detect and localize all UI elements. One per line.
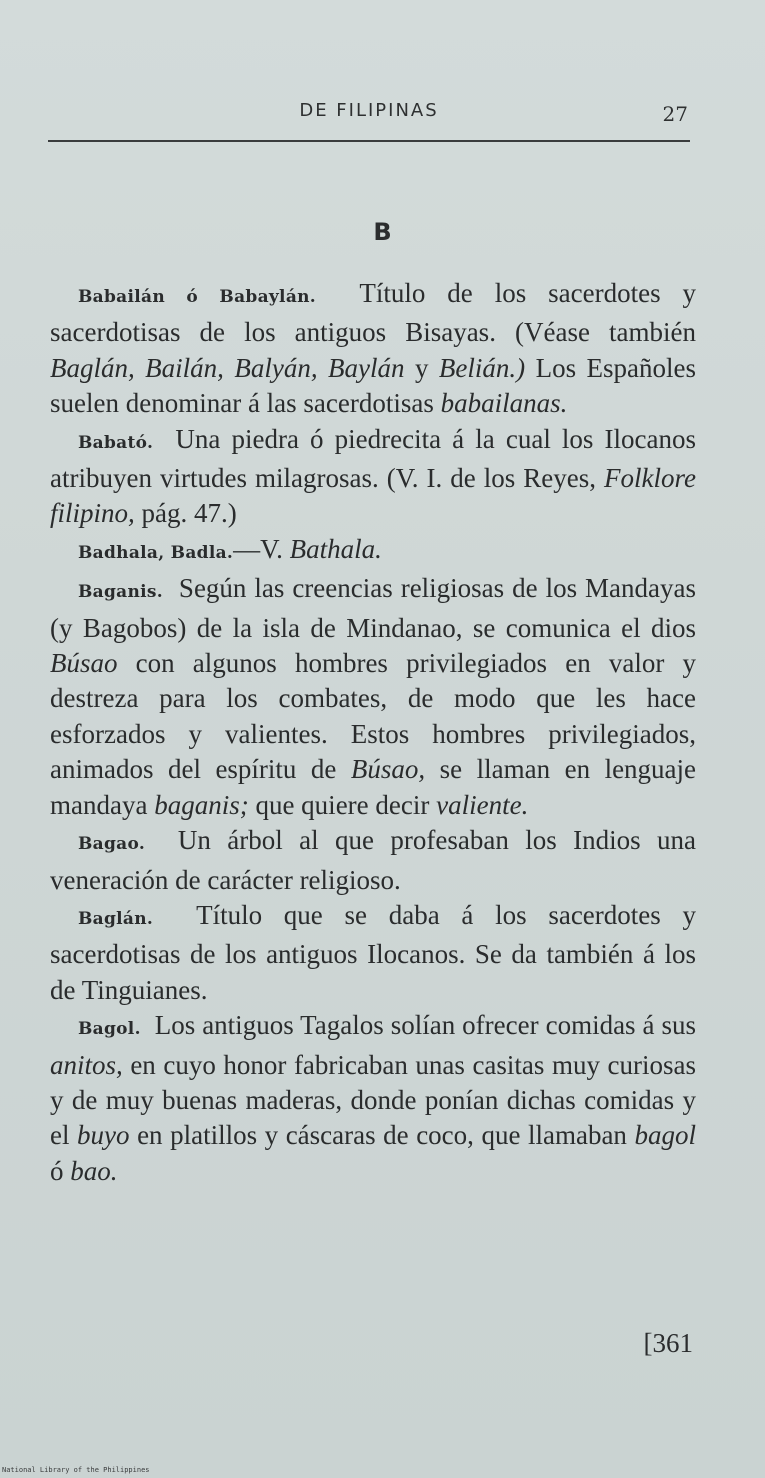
running-title: DE FILIPINAS xyxy=(299,100,439,121)
headword: Babailán ó Babaylán. xyxy=(78,287,317,307)
entry-italic: valiente. xyxy=(436,789,529,820)
entry-text: ó xyxy=(50,1155,64,1186)
entry-italic: Bathala. xyxy=(289,533,382,564)
entry-italic: anitos, xyxy=(50,1049,123,1080)
entry-babato xyxy=(50,422,696,532)
entry-baganis xyxy=(50,571,696,823)
entry-text: Los Españoles suelen denominar á las sacerdotisas xyxy=(50,352,697,419)
entry-text: Título que se daba á los sacerdotes y sacerdotisas de los antiguos Ilocanos. Se da también á los de Tinguianes. xyxy=(50,899,696,1005)
signature-mark: [361 xyxy=(643,1328,693,1358)
entry-text: en cuyo honor fabricaban unas casitas muy curiosas y de muy buenas maderas, donde ponían dichas comidas y el xyxy=(50,1049,696,1151)
headword: Bagol. xyxy=(78,1019,141,1040)
dictionary-body xyxy=(50,276,696,1189)
entry-text: Una piedra ó piedrecita á la cual los Ilocanos atribuyen virtudes milagrosas. (V. I. de los Reyes, xyxy=(50,423,696,494)
entry-bagol xyxy=(50,1008,696,1189)
headword: Baglán. xyxy=(78,908,154,929)
entry-text: en platillos y cáscaras de coco, que llamaban xyxy=(137,1120,627,1151)
entry-italic: bao. xyxy=(70,1155,118,1186)
entry-text: Título de los sacerdotes y sacerdotisas de los antiguos Bisayas. (Véase también xyxy=(50,278,696,348)
entry-italic: buyo xyxy=(77,1120,130,1151)
entry-italic: Belián.) xyxy=(438,352,526,383)
entry-italic: Búsao, xyxy=(350,754,426,785)
headword: Badhala, Badla. xyxy=(78,542,234,563)
entry-italic: Búsao xyxy=(50,648,118,679)
entry-text: Un árbol al que profesaban los Indios una veneración de carácter religioso. xyxy=(50,825,696,895)
entry-italic: Baglán, Bailán, Balyán, Baylán xyxy=(50,352,405,383)
headword: Baganis. xyxy=(78,582,163,603)
running-head xyxy=(48,100,690,130)
entry-text: con algunos hombres privilegiados en valor y destreza para los combates, de modo que les hace esforzados y valientes. Estos hombres privilegiados, animados del espíritu de xyxy=(50,648,696,785)
entry-babailan xyxy=(50,276,696,422)
entry-italic: bagol xyxy=(634,1120,696,1151)
entry-text: y xyxy=(414,352,429,383)
entry-italic: baganis; xyxy=(154,789,249,820)
page-number: 27 xyxy=(662,102,688,126)
headword: Bagao. xyxy=(78,834,146,855)
entry-badhala xyxy=(50,532,696,571)
entry-bagao xyxy=(50,823,696,898)
entry-text: —V. xyxy=(233,533,283,564)
header-rule xyxy=(48,140,690,142)
entry-baglan xyxy=(50,898,696,1008)
entry-text: Según las creencias religiosas de los Mandayas (y Bagobos) de la isla de Mindanao, se comunica el dios xyxy=(50,573,697,643)
entry-italic: babailanas. xyxy=(440,388,568,419)
footer-credit: National Library of the Philippines xyxy=(2,1466,150,1474)
headword: Babató. xyxy=(78,432,154,453)
entry-text: que quiere decir xyxy=(255,789,430,820)
section-letter: B xyxy=(373,218,392,246)
entry-text: Los antiguos Tagalos solían ofrecer comidas á sus xyxy=(154,1010,696,1041)
entry-italic: Folklore filipino, xyxy=(50,463,696,529)
entry-text: se llaman en lenguaje mandaya xyxy=(50,754,697,820)
entry-text: pág. 47.) xyxy=(141,498,237,529)
